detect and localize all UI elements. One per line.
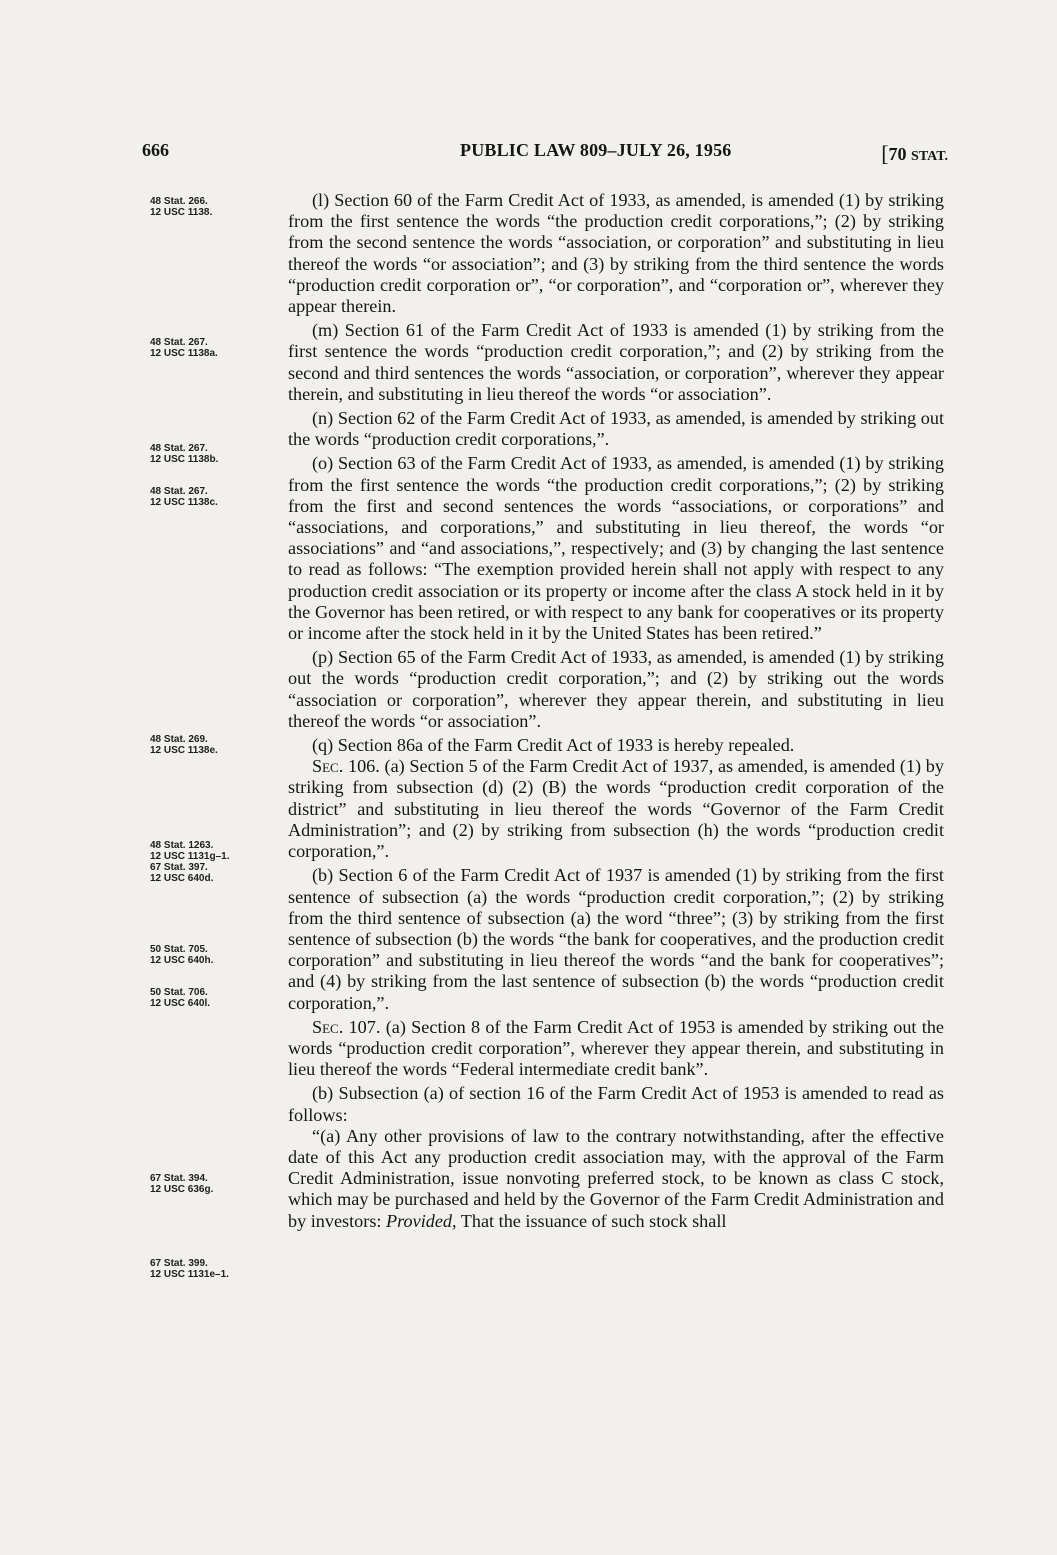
section-text: 106. (a) Section 5 of the Farm Credit Act of 1937, as amended, is amended (1) by striking from subsection (d) (2) (B) the words “production credit corporation of the district” and substituting in lieu thereof the words “Governor of the Farm Credit Administration”; and (2) by striking from subsection (h) the words “production credit corporation,”. [288,756,944,862]
page-header [142,140,948,170]
margin-note-line: 12 USC 640h. [150,955,214,966]
margin-note-line: 67 Stat. 399. [150,1258,208,1269]
margin-note-line: 48 Stat. 267. [150,443,208,454]
margin-note-line: 12 USC 1138. [150,207,213,218]
margin-note-line: 12 USC 640d. [150,873,214,884]
margin-note-l [150,196,280,218]
margin-note-line: 12 USC 1131e–1. [150,1269,229,1280]
margin-note-line: 50 Stat. 705. [150,944,208,955]
paragraph-sec107-a [288,1017,944,1081]
paragraph-sec107-b: (b) Subsection (a) of section 16 of the Farm Credit Act of 1953 is amended to read as follows: [288,1083,944,1125]
margin-note-line: 48 Stat. 1263. [150,840,214,851]
body-text [288,190,944,1232]
quote-provided: Provided [386,1210,453,1231]
stat-bracket: [ [881,141,889,166]
margin-note-n [150,443,280,465]
paragraph-p: (p) Section 65 of the Farm Credit Act of 1933, as amended, is amended (1) by striking out the words “production credit corporation,”; and (2) by striking out the words “association or corporation”, wherever they appear therein, and substituting in lieu thereof the words “or association”. [288,647,944,731]
quote-text: “(a) Any other provisions of law to the contrary notwithstanding, after the effective date of this Act any production credit association may, with the approval of the Farm Credit Administration, issue nonvoting preferred stock, to be known as class C stock, which may be purchased and held by the Governor of the Farm Credit Administration and by investors: [288,1125,944,1231]
margin-note-sec106-b [150,987,280,1009]
margin-note-sec107-b [150,1258,280,1280]
paragraph-l: (l) Section 60 of the Farm Credit Act of 1933, as amended, is amended (1) by striking from the first sentence the words “the production credit corporations,”; (2) by striking from the second sentence the words “association, or corporation” and substituting in lieu thereof the words “or association”; and (3) by striking from the third sentence the words “production credit corporation or”, “or corporation”, and “corporation or”, wherever they appear therein. [288,190,944,317]
page-number: 666 [142,140,169,160]
margin-note-o [150,486,280,508]
margin-note-line: 67 Stat. 394. [150,1173,208,1184]
margin-note-line: 12 USC 636g. [150,1184,214,1195]
margin-note-line: 12 USC 1131g–1. [150,851,230,862]
margin-note-line: 12 USC 640l. [150,998,211,1009]
paragraph-n: (n) Section 62 of the Farm Credit Act of 1933, as amended, is amended by striking out the words “production credit corporations,”. [288,408,944,450]
margin-note-line: 48 Stat. 267. [150,337,208,348]
margin-note-q-sec106 [150,840,280,884]
margin-note-line: 50 Stat. 706. [150,987,208,998]
paragraph-q: (q) Section 86a of the Farm Credit Act of 1933 is hereby repealed. [312,735,795,756]
section-label: Sec. [312,1016,344,1037]
running-title: PUBLIC LAW 809–JULY 26, 1956 [460,140,732,160]
paragraph-m: (m) Section 61 of the Farm Credit Act of 1933 is amended (1) by striking from the first sentence the words “production credit corporation,”; and (2) by striking from the second and third sentences the words “association, or corporation”, wherever they appear therein, and substituting in lieu thereof the words “or association”. [288,320,944,404]
paragraph-sec106-b: (b) Section 6 of the Farm Credit Act of 1937 is amended (1) by striking from the first sentence of subsection (a) the words “production credit corporation,”; (2) by striking from the third sentence of subsection (a) the word “three”; (3) by striking from the first sentence of subsection (b) the words “the bank for cooperatives, and the production credit corporation” and substituting in lieu thereof the words “and the bank for cooperatives”; and (4) by striking from the last sentence of subsection (b) the words “production credit corporation,”. [288,865,944,1013]
margin-note-m [150,337,280,359]
paragraph-o: (o) Section 63 of the Farm Credit Act of 1933, as amended, is amended (1) by striking from the first sentence the words “the production credit corporations,”; (2) by striking from the first and second sentences the words “associations, or corporations” and “associations, and corporations,” and substituting in lieu thereof, the words “or associations” and “and associations,”, respectively; and (3) by changing the last sentence to read as follows: “The exemption provided herein shall not apply with respect to any production credit association or its property or income after the class A stock held in it by the Governor has been retired, or with respect to any bank for cooperatives or its property or income after the stock held in it by the United States has been retired.” [288,453,944,644]
margin-note-sec107-a [150,1173,280,1195]
margin-note-line: 12 USC 1138e. [150,745,218,756]
paragraph-quote-a [288,1126,944,1232]
stat-reference [881,140,948,166]
margin-note-line: 67 Stat. 397. [150,862,208,873]
margin-note-line: 12 USC 1138a. [150,348,218,359]
stat-label: STAT. [911,149,948,164]
margin-note-p [150,734,280,756]
margin-note-line: 12 USC 1138c. [150,497,218,508]
margin-note-sec106-h [150,944,280,966]
stat-volume: 70 [888,144,912,164]
margin-note-line: 48 Stat. 266. [150,196,208,207]
margin-note-line: 48 Stat. 269. [150,734,208,745]
quote-text-end: , That the issuance of such stock shall [452,1210,727,1231]
paragraph-sec106-a [288,756,944,862]
margin-note-line: 12 USC 1138b. [150,454,219,465]
section-label: Sec. [312,756,344,777]
margin-note-line: 48 Stat. 267. [150,486,208,497]
section-text: 107. (a) Section 8 of the Farm Credit Act of 1953 is amended by striking out the words “production credit corporation”, wherever they appear therein, and substituting in lieu thereof the words “Federal intermediate credit bank”. [288,1016,944,1080]
